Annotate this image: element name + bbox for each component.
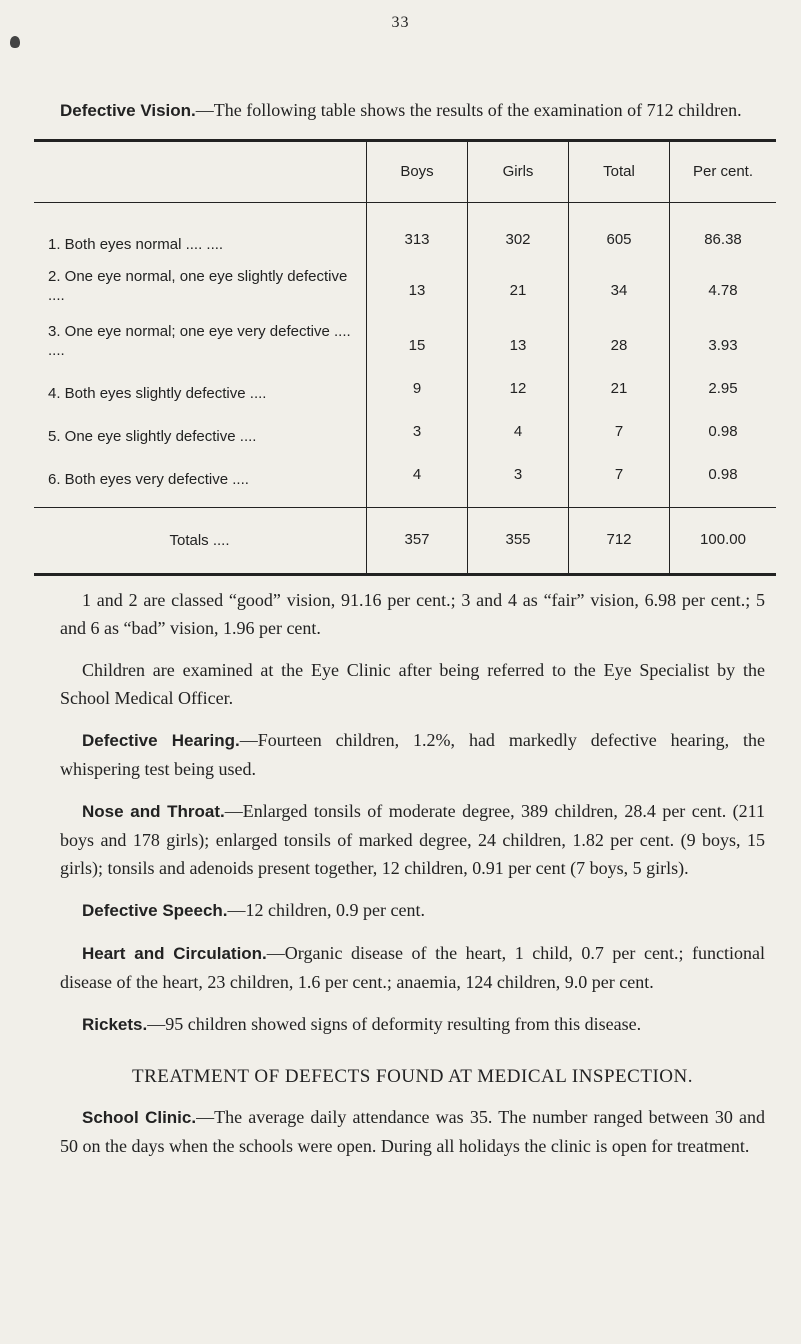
totals-row xyxy=(34,508,776,575)
paragraph-lead: School Clinic. xyxy=(82,1108,197,1127)
row-percent: 3.93 xyxy=(670,307,777,362)
paragraph-lead: Nose and Throat. xyxy=(82,802,225,821)
row-girls: 3 xyxy=(468,448,569,508)
paragraph-text: —Organic disease of the heart, 1 child, 0.7 per cent.; functional disease of the heart, 23 children, 1.6 per cent.; anaemia, 124 children, 9.0 per cent. xyxy=(60,943,765,992)
header-girls: Girls xyxy=(468,141,569,203)
intro-lead: Defective Vision. xyxy=(60,101,196,120)
paragraph-text: —95 children showed signs of deformity resulting from this disease. xyxy=(147,1014,642,1034)
paragraph-text: 1 and 2 are classed “good” vision, 91.16 per cent.; 3 and 4 as “fair” vision, 6.98 per cent.; 5 and 6 as “bad” vision, 1.96 per cent. xyxy=(60,590,765,638)
row-percent: 0.98 xyxy=(670,448,777,508)
header-total: Total xyxy=(569,141,670,203)
table-spacer xyxy=(34,203,776,214)
row-boys: 13 xyxy=(367,256,468,307)
totals-boys: 357 xyxy=(367,508,468,575)
table-row xyxy=(34,213,776,256)
speech-paragraph xyxy=(60,896,765,925)
paragraph-text: —Enlarged tonsils of moderate degree, 389 children, 28.4 per cent. (211 boys and 178 girls); enlarged tonsils of marked degree, 24 children, 1.82 per cent. (9 boys, 15 girls); tonsils and adenoids present together, 12 children, 0.91 per cent (7 boys, 5 girls). xyxy=(60,801,765,878)
nose-throat-paragraph xyxy=(60,797,765,882)
row-girls: 302 xyxy=(468,213,569,256)
margin-mark xyxy=(10,36,20,48)
rickets-paragraph xyxy=(60,1010,765,1039)
header-blank xyxy=(34,141,367,203)
school-clinic-paragraph xyxy=(60,1103,765,1160)
intro-text: —The following table shows the results of the examination of 712 children. xyxy=(195,100,742,120)
table-row xyxy=(34,362,776,405)
table-header-row xyxy=(34,141,776,203)
paragraph-text: Children are examined at the Eye Clinic after being referred to the Eye Specialist by the School Medical Officer. xyxy=(60,660,765,708)
heart-paragraph xyxy=(60,939,765,996)
row-label: 4. Both eyes slightly defective .... xyxy=(48,385,267,402)
row-girls: 21 xyxy=(468,256,569,307)
row-percent: 0.98 xyxy=(670,405,777,448)
table-row xyxy=(34,256,776,307)
paragraph-text: —12 children, 0.9 per cent. xyxy=(227,900,425,920)
row-label: 6. Both eyes very defective .... xyxy=(48,471,249,488)
section-heading: TREATMENT OF DEFECTS FOUND AT MEDICAL INSPECTION. xyxy=(132,1066,693,1087)
intro-paragraph xyxy=(60,96,765,125)
paragraph-text: —The average daily attendance was 35. The number ranged between 30 and 50 on the days when the schools were open. During all holidays the clinic is open for treatment. xyxy=(60,1107,765,1156)
paragraph-lead: Heart and Circulation. xyxy=(82,944,267,963)
row-percent: 86.38 xyxy=(670,213,777,256)
row-total: 34 xyxy=(569,256,670,307)
table-row xyxy=(34,448,776,508)
page-number: 33 xyxy=(391,14,410,31)
row-girls: 4 xyxy=(468,405,569,448)
table-row xyxy=(34,405,776,448)
header-boys: Boys xyxy=(367,141,468,203)
totals-percent: 100.00 xyxy=(670,508,777,575)
row-girls: 13 xyxy=(468,307,569,362)
eye-clinic-paragraph xyxy=(60,656,765,712)
row-total: 7 xyxy=(569,405,670,448)
row-boys: 9 xyxy=(367,362,468,405)
row-total: 28 xyxy=(569,307,670,362)
row-boys: 4 xyxy=(367,448,468,508)
header-percent: Per cent. xyxy=(670,141,777,203)
row-boys: 3 xyxy=(367,405,468,448)
paragraph-lead: Rickets. xyxy=(82,1015,148,1034)
vision-results-table xyxy=(34,139,776,576)
row-boys: 313 xyxy=(367,213,468,256)
row-percent: 2.95 xyxy=(670,362,777,405)
paragraph-lead: Defective Speech. xyxy=(82,901,228,920)
hearing-paragraph xyxy=(60,726,765,783)
table-row xyxy=(34,307,776,362)
paragraph-text: —Fourteen children, 1.2%, had markedly defective hearing, the whispering test being used. xyxy=(60,730,765,779)
row-label: 3. One eye normal; one eye very defective .... .... xyxy=(48,323,351,359)
row-total: 7 xyxy=(569,448,670,508)
totals-total: 712 xyxy=(569,508,670,575)
row-label: 2. One eye normal, one eye slightly defective .... xyxy=(48,268,348,304)
vision-summary-paragraph xyxy=(60,586,765,642)
row-percent: 4.78 xyxy=(670,256,777,307)
row-boys: 15 xyxy=(367,307,468,362)
totals-label: Totals .... xyxy=(34,508,367,575)
paragraph-lead: Defective Hearing. xyxy=(82,731,240,750)
row-label: 1. Both eyes normal .... .... xyxy=(48,236,224,253)
row-label: 5. One eye slightly defective .... xyxy=(48,428,257,445)
page-content xyxy=(48,96,765,1174)
row-total: 21 xyxy=(569,362,670,405)
totals-girls: 355 xyxy=(468,508,569,575)
row-girls: 12 xyxy=(468,362,569,405)
row-total: 605 xyxy=(569,213,670,256)
